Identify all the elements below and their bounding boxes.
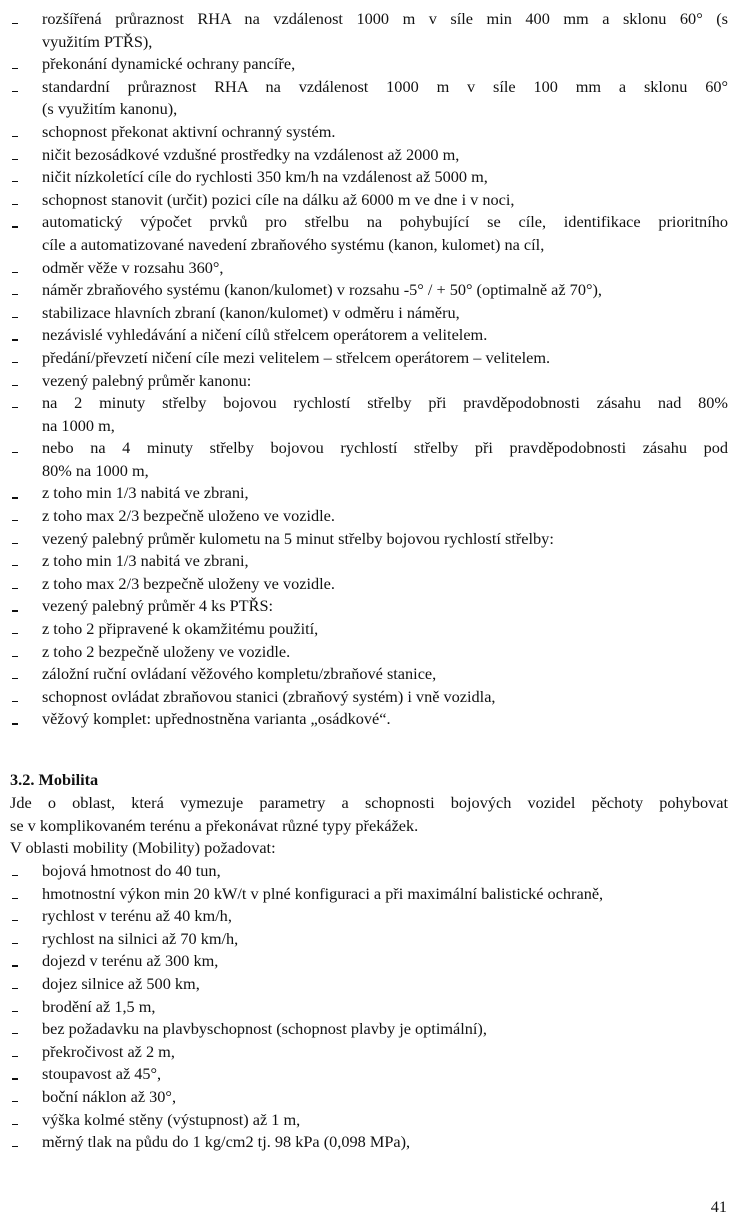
list-item-line: rychlost na silnici až 70 km/h,: [42, 928, 239, 948]
dash-bullet-icon: [10, 708, 42, 731]
list-item-text: [42, 905, 728, 928]
list-item-line: hmotnostní výkon min 20 kW/t v plné konfiguraci a při maximální balistické ochraně,: [42, 883, 604, 903]
dash-bullet-icon: [10, 641, 42, 664]
list-item-line: vezený palebný průměr kulometu na 5 minut střelby bojovou rychlostí střelby:: [42, 528, 554, 548]
dash-bullet-icon: [10, 573, 42, 596]
dash-bullet-icon: [10, 618, 42, 641]
list-item-text: [42, 482, 728, 505]
list-item-line: bez požadavku na plavbyschopnost (schopnost plavby je optimální),: [42, 1019, 487, 1039]
list-item-text: [42, 1131, 728, 1154]
list-item: [10, 883, 728, 906]
list-item: [10, 686, 728, 709]
list-item-text: [42, 1018, 728, 1041]
list-item: [10, 550, 728, 573]
dash-bullet-icon: [10, 166, 42, 189]
dash-bullet-icon: [10, 595, 42, 618]
dash-bullet-icon: [10, 505, 42, 528]
list-item-text: [42, 550, 728, 573]
list-item-text: [42, 166, 728, 189]
dash-bullet-icon: [10, 1086, 42, 1109]
list-item-line: cíle a automatizované navedení zbraňového systému (kanon, kulomet) na cíl,: [42, 234, 545, 254]
dash-bullet-icon: [10, 144, 42, 167]
list-item: [10, 482, 728, 505]
list-item: [10, 505, 728, 528]
list-item: [10, 279, 728, 302]
list-item-text: [42, 189, 728, 212]
dash-bullet-icon: [10, 663, 42, 686]
dash-bullet-icon: [10, 302, 42, 325]
dash-bullet-icon: [10, 550, 42, 573]
list-item-text: [42, 883, 728, 906]
list-item-line: (s využitím kanonu),: [42, 99, 178, 119]
list-item-line: nebo na 4 minuty střelby bojovou rychlostí střelby při pravděpodobnosti zásahu pod: [42, 438, 728, 458]
dash-bullet-icon: [10, 928, 42, 951]
list-item-line: rychlost v terénu až 40 km/h,: [42, 906, 232, 926]
list-item-text: [42, 121, 728, 144]
list-item: [10, 211, 728, 256]
paragraph-line: Jde o oblast, která vymezuje parametry a schopnosti bojových vozidel pěchoty pohybovat: [10, 793, 728, 812]
list-item: [10, 437, 728, 482]
section-intro-paragraph: [10, 792, 728, 837]
list-item-text: [42, 686, 728, 709]
list-item: [10, 905, 728, 928]
list-item-line: ničit bezosádkové vzdušné prostředky na vzdálenost až 2000 m,: [42, 144, 460, 164]
list-item-line: dojezd v terénu až 300 km,: [42, 951, 219, 971]
list-item: [10, 121, 728, 144]
list-item-line: měrný tlak na půdu do 1 kg/cm2 tj. 98 kPa (0,098 MPa),: [42, 1132, 411, 1152]
dash-bullet-icon: [10, 905, 42, 928]
list-item-text: [42, 347, 728, 370]
list-item-text: [42, 53, 728, 76]
requirements-list-firepower: [10, 8, 728, 731]
list-item-text: [42, 528, 728, 551]
list-item: [10, 860, 728, 883]
list-item: [10, 928, 728, 951]
list-item: [10, 573, 728, 596]
list-item-text: [42, 928, 728, 951]
list-item: [10, 302, 728, 325]
list-item-text: [42, 437, 728, 482]
dash-bullet-icon: [10, 370, 42, 393]
list-item-text: [42, 8, 728, 53]
list-item: [10, 76, 728, 121]
section-heading: 3.2. Mobilita: [10, 770, 99, 789]
dash-bullet-icon: [10, 1041, 42, 1064]
list-item-text: [42, 641, 728, 664]
list-item-line: z toho max 2/3 bezpečně uloženo ve vozidle.: [42, 506, 335, 526]
dash-bullet-icon: [10, 392, 42, 415]
list-item-line: záložní ruční ovládaní věžového kompletu/zbraňové stanice,: [42, 664, 437, 684]
list-item-text: [42, 618, 728, 641]
list-item-text: [42, 370, 728, 393]
list-item-line: předání/převzetí ničení cíle mezi velitelem – střelcem operátorem – velitelem.: [42, 347, 551, 367]
list-item-line: z toho max 2/3 bezpečně uloženy ve vozidle.: [42, 573, 335, 593]
list-item-line: boční náklon až 30°,: [42, 1086, 177, 1106]
list-item-line: bojová hmotnost do 40 tun,: [42, 861, 221, 880]
list-item-line: ničit nízkoletící cíle do rychlosti 350 km/h na vzdálenost až 5000 m,: [42, 167, 488, 187]
list-item-text: [42, 257, 728, 280]
paragraph-line: se v komplikovaném terénu a překonávat různé typy překážek.: [10, 815, 419, 835]
dash-bullet-icon: [10, 950, 42, 973]
list-item-text: [42, 211, 728, 256]
list-item-text: [42, 505, 728, 528]
list-item-line: z toho min 1/3 nabitá ve zbrani,: [42, 483, 249, 503]
list-item: [10, 1063, 728, 1086]
list-item-text: [42, 279, 728, 302]
list-item: [10, 708, 728, 731]
dash-bullet-icon: [10, 860, 42, 883]
list-item-line: na 2 minuty střelby bojovou rychlostí střelby při pravděpodobnosti zásahu nad 80%: [42, 393, 728, 413]
dash-bullet-icon: [10, 1018, 42, 1041]
list-item-text: [42, 324, 728, 347]
list-item: [10, 8, 728, 53]
list-item: [10, 950, 728, 973]
list-item-line: překonání dynamické ochrany pancíře,: [42, 54, 296, 74]
list-item-text: [42, 573, 728, 596]
list-item-text: [42, 860, 728, 883]
list-item-line: standardní průraznost RHA na vzdálenost 1000 m v síle 100 mm a sklonu 60°: [42, 76, 728, 96]
list-item: [10, 973, 728, 996]
list-item-line: dojez silnice až 500 km,: [42, 973, 200, 993]
list-item: [10, 370, 728, 393]
list-item-line: výška kolmé stěny (výstupnost) až 1 m,: [42, 1109, 301, 1129]
list-item: [10, 528, 728, 551]
dash-bullet-icon: [10, 686, 42, 709]
dash-bullet-icon: [10, 883, 42, 906]
list-item: [10, 53, 728, 76]
list-item-text: [42, 76, 728, 121]
list-item-line: z toho 2 připravené k okamžitému použití,: [42, 619, 319, 639]
list-item-line: odměr věže v rozsahu 360°,: [42, 257, 224, 277]
list-item-line: na 1000 m,: [42, 415, 115, 435]
list-item-line: schopnost stanovit (určit) pozici cíle na dálku až 6000 m ve dne i v noci,: [42, 189, 515, 209]
list-item: [10, 663, 728, 686]
list-item-line: využitím PTŘS),: [42, 31, 153, 51]
list-item-text: [42, 1109, 728, 1132]
dash-bullet-icon: [10, 347, 42, 370]
list-item: [10, 1018, 728, 1041]
list-item-text: [42, 302, 728, 325]
list-item-line: náměr zbraňového systému (kanon/kulomet) v rozsahu -5° / + 50° (optimalně až 70°),: [42, 280, 602, 300]
list-item-line: vezený palebný průměr 4 ks PTŘS:: [42, 596, 274, 616]
dash-bullet-icon: [10, 437, 42, 460]
dash-bullet-icon: [10, 76, 42, 99]
dash-bullet-icon: [10, 528, 42, 551]
dash-bullet-icon: [10, 482, 42, 505]
dash-bullet-icon: [10, 1131, 42, 1154]
dash-bullet-icon: [10, 996, 42, 1019]
list-item-text: [42, 392, 728, 437]
list-item-line: schopnost překonat aktivní ochranný systém.: [42, 121, 336, 141]
dash-bullet-icon: [10, 8, 42, 31]
list-item: [10, 392, 728, 437]
list-item: [10, 347, 728, 370]
list-item-text: [42, 996, 728, 1019]
list-item-line: z toho min 1/3 nabitá ve zbrani,: [42, 551, 249, 571]
dash-bullet-icon: [10, 973, 42, 996]
dash-bullet-icon: [10, 279, 42, 302]
list-item-line: překročivost až 2 m,: [42, 1041, 175, 1061]
list-item: [10, 996, 728, 1019]
requirements-list-mobility: [10, 860, 728, 1154]
list-item-text: [42, 950, 728, 973]
list-item: [10, 257, 728, 280]
list-item: [10, 189, 728, 212]
dash-bullet-icon: [10, 1063, 42, 1086]
list-item-line: 80% na 1000 m,: [42, 460, 149, 480]
page-number: 41: [710, 1197, 727, 1216]
mobility-intro-line: V oblasti mobility (Mobility) požadovat:: [10, 838, 276, 857]
dash-bullet-icon: [10, 211, 42, 234]
list-item: [10, 166, 728, 189]
dash-bullet-icon: [10, 1109, 42, 1132]
list-item: [10, 641, 728, 664]
list-item-line: stabilizace hlavních zbraní (kanon/kulomet) v odměru i náměru,: [42, 302, 460, 322]
list-item-text: [42, 663, 728, 686]
list-item: [10, 324, 728, 347]
list-item-line: nezávislé vyhledávání a ničení cílů střelcem operátorem a velitelem.: [42, 325, 488, 345]
list-item: [10, 1086, 728, 1109]
list-item-text: [42, 595, 728, 618]
list-item-text: [42, 144, 728, 167]
list-item: [10, 144, 728, 167]
list-item-text: [42, 1063, 728, 1086]
dash-bullet-icon: [10, 324, 42, 347]
list-item-text: [42, 1041, 728, 1064]
list-item-line: schopnost ovládat zbraňovou stanici (zbraňový systém) i vně vozidla,: [42, 686, 496, 706]
list-item-line: stoupavost až 45°,: [42, 1064, 162, 1084]
dash-bullet-icon: [10, 121, 42, 144]
dash-bullet-icon: [10, 189, 42, 212]
list-item-line: rozšířená průraznost RHA na vzdálenost 1000 m v síle min 400 mm a sklonu 60° (s: [42, 9, 728, 28]
dash-bullet-icon: [10, 257, 42, 280]
list-item: [10, 1109, 728, 1132]
list-item-line: automatický výpočet prvků pro střelbu na pohybující se cíle, identifikace prioritního: [42, 212, 728, 232]
dash-bullet-icon: [10, 53, 42, 76]
list-item-text: [42, 1086, 728, 1109]
list-item: [10, 1041, 728, 1064]
list-item-line: z toho 2 bezpečně uloženy ve vozidle.: [42, 641, 291, 661]
list-item-text: [42, 708, 728, 731]
list-item-text: [42, 973, 728, 996]
list-item-line: vezený palebný průměr kanonu:: [42, 370, 252, 390]
list-item: [10, 618, 728, 641]
list-item: [10, 595, 728, 618]
list-item-line: věžový komplet: upřednostněna varianta „osádkové“.: [42, 709, 391, 729]
list-item: [10, 1131, 728, 1154]
list-item-line: brodění až 1,5 m,: [42, 996, 156, 1016]
